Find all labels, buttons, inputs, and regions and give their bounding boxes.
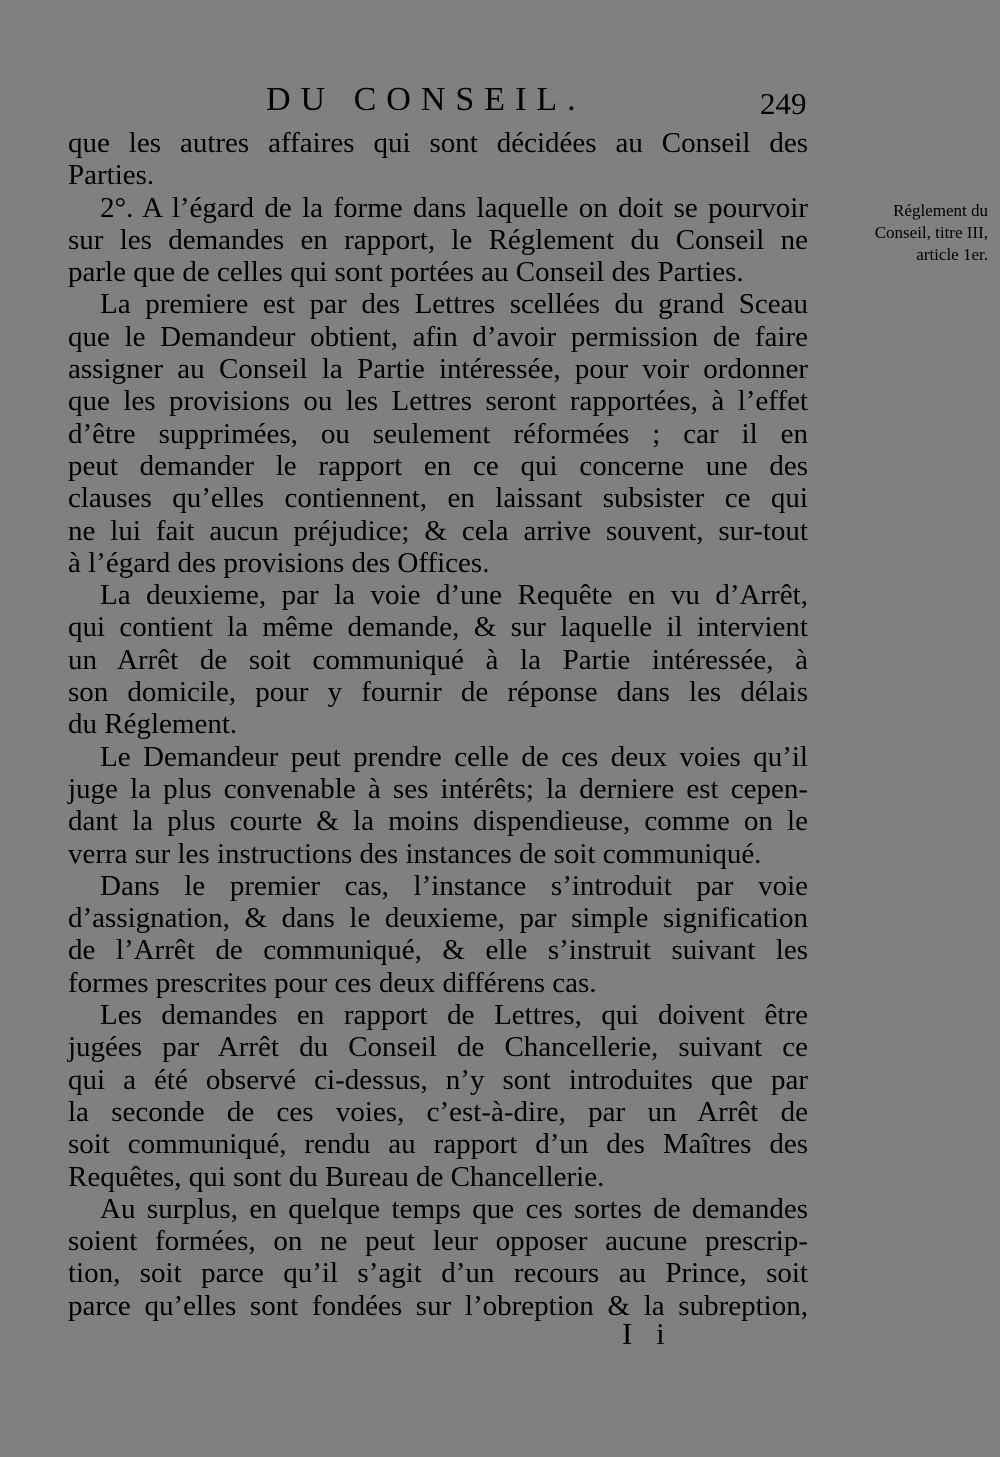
margin-note-line: Réglement du: [893, 201, 988, 220]
margin-note: [818, 200, 988, 266]
text-line: Dans le premier cas, l’instance s’introduit par voie: [100, 869, 808, 902]
text-line: d’être supprimées, ou seulement réformées ; car il en: [68, 417, 808, 450]
text-line: d’assignation, & dans le deuxieme, par simple signification: [68, 902, 808, 935]
text-line: du Réglement.: [68, 708, 238, 741]
signature-mark: I i: [622, 1316, 673, 1351]
text-line: formes prescrites pour ces deux différens cas.: [68, 966, 597, 999]
text-line: la seconde de ces voies, c’est-à-dire, par un Arrêt de: [68, 1095, 808, 1128]
text-line: ne lui fait aucun préjudice; & cela arrive souvent, sur-tout: [68, 514, 808, 547]
text-line: parce qu’elles sont fondées sur l’obreption & la subreption,: [68, 1289, 808, 1322]
text-line: Parties.: [68, 159, 155, 192]
text-line: que les provisions ou les Lettres seront rapportées, à l’effet: [68, 385, 808, 418]
text-line: son domicile, pour y fournir de réponse dans les délais: [68, 676, 808, 709]
text-line: clauses qu’elles contiennent, en laissant subsister ce qui: [68, 482, 808, 515]
margin-note-line: Conseil, titre III,: [874, 223, 988, 242]
text-line: Requêtes, qui sont du Bureau de Chancellerie.: [68, 1160, 605, 1193]
text-line: qui contient la même demande, & sur laquelle il intervient: [68, 611, 808, 644]
body-text: [68, 127, 808, 1322]
text-line: verra sur les instructions des instances de soit communiqué.: [68, 837, 762, 870]
text-line: un Arrêt de soit communiqué à la Partie intéressée, à: [68, 643, 808, 676]
text-line: assigner au Conseil la Partie intéressée, pour voir ordonner: [68, 353, 808, 386]
text-line: soient formées, on ne peut leur opposer aucune prescrip-: [68, 1225, 808, 1258]
text-line: sur les demandes en rapport, le Réglement du Conseil ne: [68, 223, 808, 256]
text-line: jugées par Arrêt du Conseil de Chancellerie, suivant ce: [68, 1031, 808, 1064]
text-line: tion, soit parce qu’il s’agit d’un recours au Prince, soit: [68, 1257, 808, 1290]
text-line: soit communiqué, rendu au rapport d’un des Maîtres des: [68, 1128, 808, 1161]
text-line: de l’Arrêt de communiqué, & elle s’instruit suivant les: [68, 934, 808, 967]
text-line: dant la plus courte & la moins dispendieuse, comme on le: [68, 805, 808, 838]
text-line: peut demander le rapport en ce qui concerne une des: [68, 449, 808, 482]
text-line: 2°. A l’égard de la forme dans laquelle on doit se pourvoir: [100, 191, 808, 224]
text-line: parle que de celles qui sont portées au Conseil des Parties.: [68, 256, 744, 289]
running-title: DU CONSEIL.: [266, 81, 586, 118]
text-line: La premiere est par des Lettres scellées du grand Sceau: [100, 288, 808, 321]
text-line: qui a été observé ci-dessus, n’y sont introduites que par: [68, 1063, 808, 1096]
text-line: à l’égard des provisions des Offices.: [68, 546, 490, 579]
page-number: 249: [760, 86, 807, 121]
text-line: juge la plus convenable à ses intérêts; la derniere est cepen-: [68, 772, 808, 805]
margin-note-line: article 1er.: [916, 245, 988, 264]
text-line: La deuxieme, par la voie d’une Requête en vu d’Arrêt,: [100, 579, 808, 612]
text-line: Le Demandeur peut prendre celle de ces deux voies qu’il: [100, 740, 808, 773]
text-line: que le Demandeur obtient, afin d’avoir permission de faire: [68, 320, 808, 353]
text-line: que les autres affaires qui sont décidées au Conseil des: [68, 127, 808, 159]
text-line: Au surplus, en quelque temps que ces sortes de demandes: [100, 1192, 808, 1225]
text-line: Les demandes en rapport de Lettres, qui doivent être: [100, 999, 808, 1032]
